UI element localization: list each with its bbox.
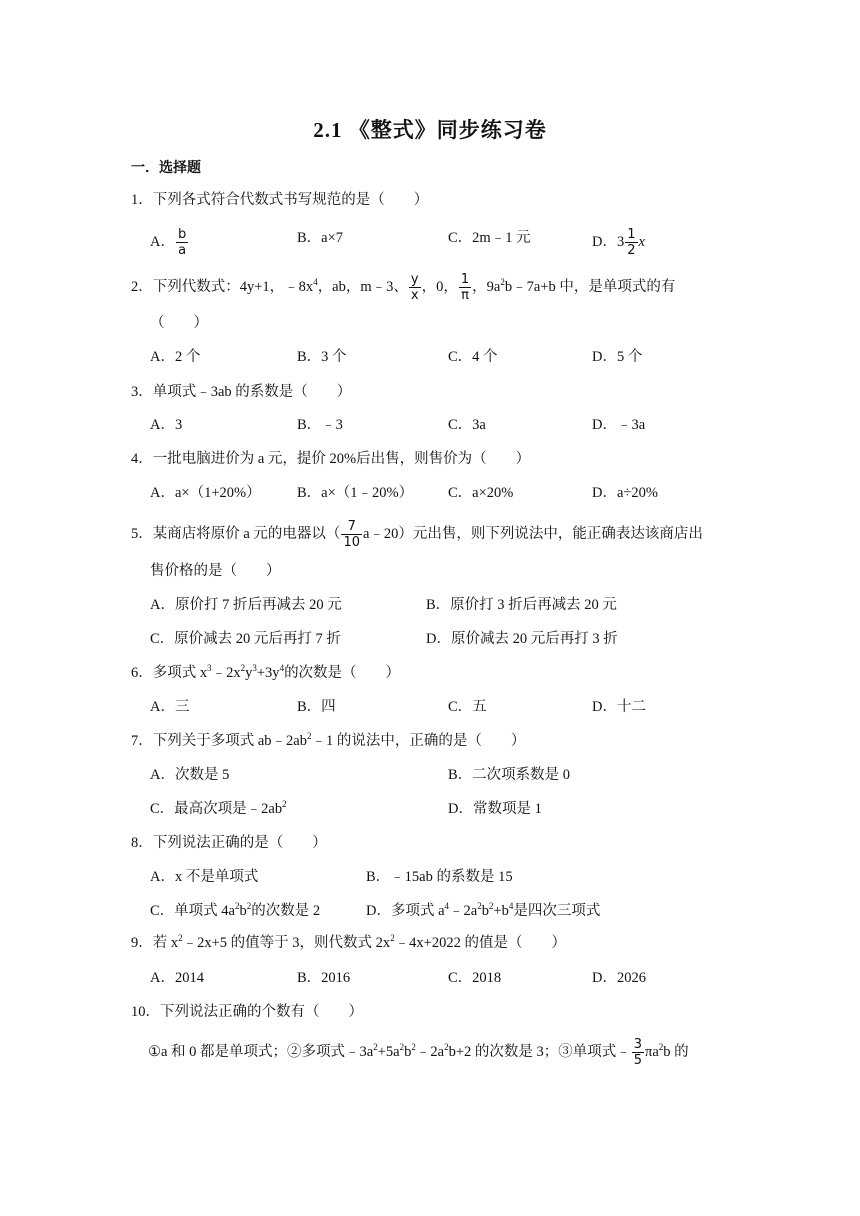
question-5-option-b: B．原价打 3 折后再减去 20 元 bbox=[426, 597, 617, 613]
fraction-three-fifths: $\frac{3}{5}$ bbox=[633, 1037, 643, 1068]
question-4-option-c: C．a×20% bbox=[448, 485, 514, 501]
section-heading: 一．选择题 bbox=[131, 161, 201, 176]
question-9-option-b: B．2016 bbox=[297, 970, 351, 986]
question-6-option-b: B．四 bbox=[297, 699, 336, 715]
question-4-option-a: A．a×（1+20%） bbox=[150, 485, 261, 501]
question-5-option-a: A．原价打 7 折后再减去 20 元 bbox=[150, 597, 342, 613]
page-title: 2.1 《整式》同步练习卷 bbox=[313, 118, 547, 142]
fraction-seven-tenths: $\frac{7}{10}$ bbox=[343, 519, 360, 550]
question-8-option-b: B．﹣15ab 的系数是 15 bbox=[366, 869, 513, 885]
question-7-stem: 7．下列关于多项式 $ab﹣2ab^2﹣1$ 的说法中，正确的是（ ） bbox=[131, 731, 526, 749]
question-2-stem: 2．下列代数式：4y+1，$﹣8x^4$，ab，m﹣3、 $\frac{y}{x}$ ，0， $\frac{1}{\pi}$ ，$9a^2b﹣7a+b$ 中，是单项式的有 bbox=[131, 272, 676, 303]
question-4-stem: 4．一批电脑进价为 a 元，提价 20%后出售，则售价为（ ） bbox=[131, 451, 531, 467]
question-1-option-b: B．a×7 bbox=[297, 230, 344, 246]
question-9-option-c: C．2018 bbox=[448, 970, 502, 986]
question-3-option-c: C．3a bbox=[448, 417, 486, 433]
question-7-option-b: B．二次项系数是 0 bbox=[448, 767, 571, 783]
question-5-stem: 5．某商店将原价 a 元的电器以（ $\frac{7}{10}$ a﹣20）元出售，则下列说法中，能正确表达该商店出 bbox=[131, 519, 703, 550]
question-5-stem-continued: 售价格的是（ ） bbox=[150, 563, 281, 579]
question-10-statements: ①a 和 0 都是单项式；②多项式$﹣3a^2+5a^2b^2﹣2a^2b+2$ 的次数是 3；③单项式﹣ $\frac{3}{5}$ $\pi a^2b$ 的 bbox=[148, 1037, 689, 1068]
question-1-option-d: D．3 $\frac{1}{2}$ x bbox=[592, 227, 645, 258]
question-1-stem: 1．下列各式符合代数式书写规范的是（ ） bbox=[131, 192, 429, 208]
fraction-one-over-pi: $\frac{1}{\pi}$ bbox=[460, 272, 470, 303]
question-2-option-a: A．2 个 bbox=[150, 349, 201, 365]
question-5-option-c: C．原价减去 20 元后再打 7 折 bbox=[150, 631, 341, 647]
question-6-option-d: D．十二 bbox=[592, 699, 646, 715]
question-4-option-b: B．a×（1﹣20%） bbox=[297, 485, 414, 501]
question-6-stem: 6．多项式 $x^3﹣2x^2y^3+3y^4$的次数是（ ） bbox=[131, 663, 401, 681]
question-7-option-d: D．常数项是 1 bbox=[448, 801, 542, 817]
fraction-y-over-x: $\frac{y}{x}$ bbox=[410, 272, 419, 303]
question-2-option-d: D．5 个 bbox=[592, 349, 643, 365]
question-3-option-a: A．3 bbox=[150, 417, 183, 433]
question-2-option-c: C．4 个 bbox=[448, 349, 498, 365]
question-8-option-c: C．单项式 $4a^2b^2$的次数是 2 bbox=[150, 901, 321, 919]
question-7-option-c: C．最高次项是$﹣2ab^2$ bbox=[150, 799, 287, 817]
question-3-option-b: B．﹣3 bbox=[297, 417, 343, 433]
question-2-option-b: B．3 个 bbox=[297, 349, 347, 365]
question-1-option-a: A． $\frac{b}{a}$ bbox=[150, 227, 187, 258]
fraction-b-over-a: $\frac{b}{a}$ bbox=[177, 227, 187, 258]
question-1-option-c: C．2m﹣1 元 bbox=[448, 230, 531, 246]
question-9-stem: 9．若 $x^2﹣2x+5$ 的值等于 3，则代数式 $2x^2﹣4x+2022$ 的值是（ ） bbox=[131, 933, 566, 951]
question-6-option-c: C．五 bbox=[448, 699, 487, 715]
question-3-option-d: D．﹣3a bbox=[592, 417, 646, 433]
question-6-option-a: A．三 bbox=[150, 699, 190, 715]
question-3-stem: 3．单项式﹣3ab 的系数是（ ） bbox=[131, 384, 352, 400]
question-7-option-a: A．次数是 5 bbox=[150, 767, 230, 783]
question-9-option-a: A．2014 bbox=[150, 970, 204, 986]
question-4-option-d: D．a÷20% bbox=[592, 485, 658, 501]
question-5-option-d: D．原价减去 20 元后再打 3 折 bbox=[426, 631, 618, 647]
question-8-option-a: A．x 不是单项式 bbox=[150, 869, 259, 885]
question-2-stem-continued: （ ） bbox=[150, 315, 208, 331]
question-8-option-d: D．多项式 $a^4﹣2a^2b^2+b^4$是四次三项式 bbox=[366, 901, 601, 919]
question-10-stem: 10．下列说法正确的个数有（ ） bbox=[131, 1004, 363, 1020]
question-9-option-d: D．2026 bbox=[592, 970, 646, 986]
question-8-stem: 8．下列说法正确的是（ ） bbox=[131, 835, 327, 851]
fraction-one-half: $\frac{1}{2}$ bbox=[627, 227, 636, 258]
